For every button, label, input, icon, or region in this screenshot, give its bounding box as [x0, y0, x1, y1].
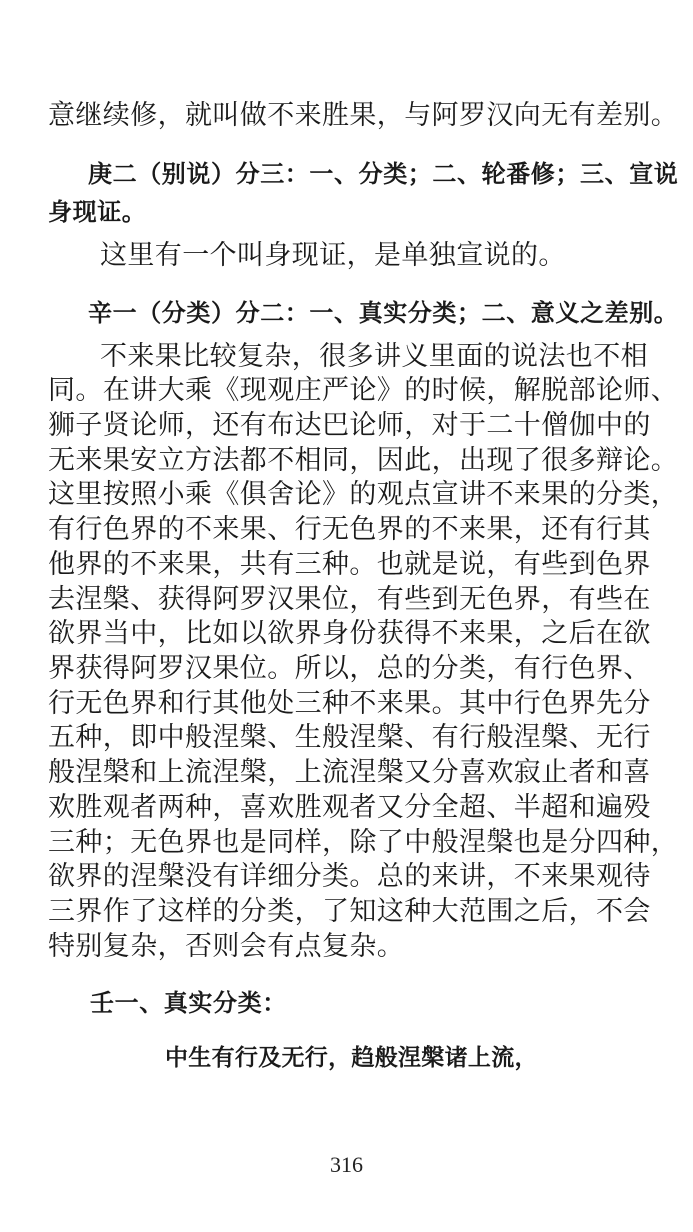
body-line: 三种；无色界也是同样，除了中般涅槃也是分四种，	[48, 827, 679, 858]
verse-line: 中生有行及无行，趋般涅槃诸上流，	[165, 1045, 538, 1071]
body-line: 三界作了这样的分类，了知这种大范围之后，不会	[48, 896, 651, 927]
heading-geng-line-2: 身现证。	[48, 198, 147, 226]
heading-geng-line-1: 庚二（别说）分三：一、分类；二、轮番修；三、宣说	[88, 160, 679, 188]
body-line: 欲界的涅槃没有详细分类。总的来讲，不来果观待	[48, 861, 651, 892]
body-line: 特别复杂，否则会有点复杂。	[48, 931, 405, 962]
body-line: 五种，即中般涅槃、生般涅槃、有行般涅槃、无行	[48, 722, 651, 753]
body-line: 不来果比较复杂，很多讲义里面的说法也不相	[100, 341, 648, 372]
heading-xin: 辛一（分类）分二：一、真实分类；二、意义之差别。	[88, 299, 679, 327]
body-line: 欲界当中，比如以欲界身份获得不来果，之后在欲	[48, 618, 651, 649]
body-line: 有行色界的不来果、行无色界的不来果，还有行其	[48, 514, 651, 545]
body-line: 去涅槃、获得阿罗汉果位，有些到无色界，有些在	[48, 584, 651, 615]
body-line: 般涅槃和上流涅槃，上流涅槃又分喜欢寂止者和喜	[48, 757, 651, 788]
page-number: 316	[330, 1152, 363, 1177]
intro-line: 意继续修，就叫做不来胜果，与阿罗汉向无有差别。	[48, 100, 679, 131]
body-line: 狮子贤论师，还有布达巴论师，对于二十僧伽中的	[48, 410, 651, 441]
body-line: 行无色界和行其他处三种不来果。其中行色界先分	[48, 688, 651, 719]
body-line: 他界的不来果，共有三种。也就是说，有些到色界	[48, 549, 651, 580]
body-line: 这里按照小乘《俱舍论》的观点宣讲不来果的分类，	[48, 479, 679, 510]
body-line: 同。在讲大乘《现观庄严论》的时候，解脱部论师、	[48, 375, 679, 406]
body-line: 界获得阿罗汉果位。所以，总的分类，有行色界、	[48, 653, 651, 684]
body-line: 欢胜观者两种，喜欢胜观者又分全超、半超和遍殁	[48, 792, 651, 823]
body-line: 无来果安立方法都不相同，因此，出现了很多辩论。	[48, 445, 679, 476]
note-line: 这里有一个叫身现证，是单独宣说的。	[100, 240, 566, 271]
heading-ren: 壬一、真实分类：	[90, 989, 287, 1017]
